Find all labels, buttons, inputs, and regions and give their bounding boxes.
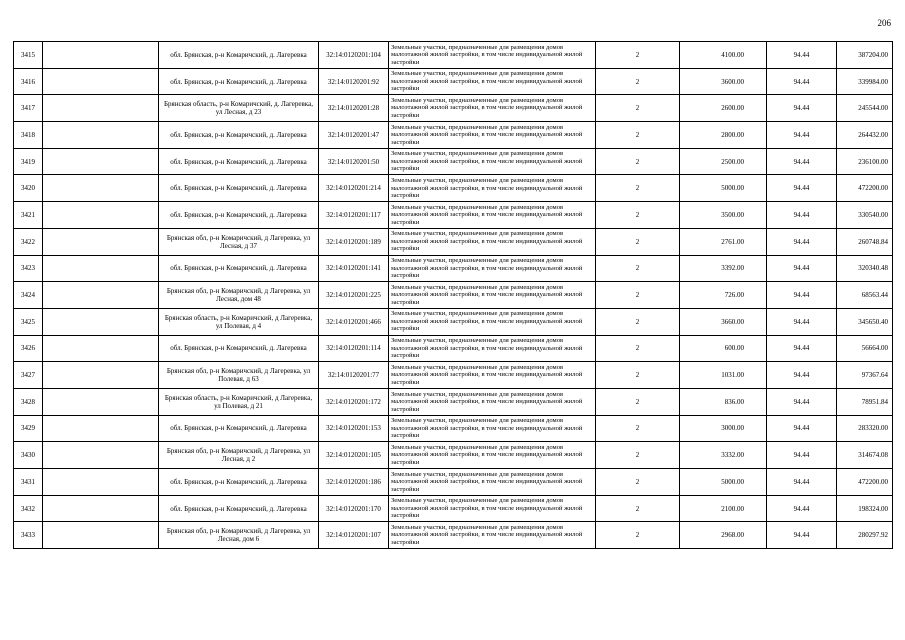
address-cell: Брянская обл, р-н Комаричский, д Лагеревка, ул Лесная, д 2	[159, 442, 319, 469]
area-cell: 836.00	[680, 388, 767, 415]
row-number-cell: 3419	[14, 148, 43, 175]
address-cell: Брянская обл, р-н Комаричский, д Лагеревка, ул Полевая, д 63	[159, 362, 319, 389]
cadastral-value-cell: 472200.00	[837, 469, 893, 496]
category-cell: 2	[596, 495, 680, 522]
cadastral-value-cell: 68563.44	[837, 282, 893, 309]
category-cell: 2	[596, 362, 680, 389]
land-use-cell: Земельные участки, предназначенные для размещения домов малоэтажной жилой застройки, в том числе индивидуальной жилой застройки	[389, 362, 596, 389]
land-use-cell: Земельные участки, предназначенные для размещения домов малоэтажной жилой застройки, в том числе индивидуальной жилой застройки	[389, 95, 596, 122]
land-use-cell: Земельные участки, предназначенные для размещения домов малоэтажной жилой застройки, в том числе индивидуальной жилой застройки	[389, 175, 596, 202]
area-cell: 2600.00	[680, 95, 767, 122]
land-use-cell: Земельные участки, предназначенные для размещения домов малоэтажной жилой застройки, в том числе индивидуальной жилой застройки	[389, 308, 596, 335]
address-cell: обл. Брянская, р-н Комаричский, д. Лагеревка	[159, 255, 319, 282]
area-cell: 3660.00	[680, 308, 767, 335]
table-row	[14, 308, 893, 335]
category-cell: 2	[596, 415, 680, 442]
category-cell: 2	[596, 335, 680, 362]
land-plots-table	[13, 41, 893, 549]
category-cell: 2	[596, 522, 680, 549]
area-cell: 726.00	[680, 282, 767, 309]
cadastral-value-cell: 198324.00	[837, 495, 893, 522]
area-cell: 600.00	[680, 335, 767, 362]
blank-cell	[43, 122, 159, 149]
table-row	[14, 175, 893, 202]
blank-cell	[43, 95, 159, 122]
area-cell: 2500.00	[680, 148, 767, 175]
table-row	[14, 362, 893, 389]
category-cell: 2	[596, 42, 680, 69]
rate-cell: 94.44	[767, 282, 837, 309]
area-cell: 3000.00	[680, 415, 767, 442]
address-cell: Брянская обл, р-н Комаричский, д Лагеревка, ул Лесная, дом 6	[159, 522, 319, 549]
table-row	[14, 415, 893, 442]
cadastral-number-cell: 32:14:0120201:153	[319, 415, 389, 442]
rate-cell: 94.44	[767, 175, 837, 202]
address-cell: обл. Брянская, р-н Комаричский, д. Лагеревка	[159, 415, 319, 442]
category-cell: 2	[596, 148, 680, 175]
area-cell: 4100.00	[680, 42, 767, 69]
area-cell: 3392.00	[680, 255, 767, 282]
rate-cell: 94.44	[767, 495, 837, 522]
table-body	[14, 42, 893, 549]
category-cell: 2	[596, 469, 680, 496]
land-use-cell: Земельные участки, предназначенные для размещения домов малоэтажной жилой застройки, в том числе индивидуальной жилой застройки	[389, 442, 596, 469]
address-cell: обл. Брянская, р-н Комаричский, д. Лагеревка	[159, 495, 319, 522]
row-number-cell: 3425	[14, 308, 43, 335]
land-use-cell: Земельные участки, предназначенные для размещения домов малоэтажной жилой застройки, в том числе индивидуальной жилой застройки	[389, 495, 596, 522]
address-cell: обл. Брянская, р-н Комаричский, д. Лагеревка	[159, 469, 319, 496]
table-row	[14, 228, 893, 255]
area-cell: 3332.00	[680, 442, 767, 469]
land-use-cell: Земельные участки, предназначенные для размещения домов малоэтажной жилой застройки, в том числе индивидуальной жилой застройки	[389, 42, 596, 69]
category-cell: 2	[596, 442, 680, 469]
blank-cell	[43, 522, 159, 549]
rate-cell: 94.44	[767, 442, 837, 469]
table-row	[14, 469, 893, 496]
row-number-cell: 3415	[14, 42, 43, 69]
table-row	[14, 42, 893, 69]
cadastral-value-cell: 245544.00	[837, 95, 893, 122]
cadastral-value-cell: 260748.84	[837, 228, 893, 255]
table-row	[14, 122, 893, 149]
rate-cell: 94.44	[767, 42, 837, 69]
rate-cell: 94.44	[767, 308, 837, 335]
cadastral-number-cell: 32:14:0120201:104	[319, 42, 389, 69]
cadastral-number-cell: 32:14:0120201:114	[319, 335, 389, 362]
blank-cell	[43, 335, 159, 362]
cadastral-number-cell: 32:14:0120201:186	[319, 469, 389, 496]
cadastral-value-cell: 236100.00	[837, 148, 893, 175]
cadastral-value-cell: 56664.00	[837, 335, 893, 362]
rate-cell: 94.44	[767, 335, 837, 362]
table-row	[14, 95, 893, 122]
cadastral-value-cell: 330540.00	[837, 202, 893, 229]
blank-cell	[43, 68, 159, 95]
cadastral-value-cell: 97367.64	[837, 362, 893, 389]
cadastral-number-cell: 32:14:0120201:47	[319, 122, 389, 149]
area-cell: 2100.00	[680, 495, 767, 522]
rate-cell: 94.44	[767, 362, 837, 389]
address-cell: Брянская область, р-н Комаричский, д. Лагеревка, ул Лесная, д 23	[159, 95, 319, 122]
address-cell: Брянская область, р-н Комаричский, д Лагеревка, ул Полевая, д 21	[159, 388, 319, 415]
cadastral-number-cell: 32:14:0120201:466	[319, 308, 389, 335]
blank-cell	[43, 202, 159, 229]
row-number-cell: 3427	[14, 362, 43, 389]
cadastral-value-cell: 387204.00	[837, 42, 893, 69]
rate-cell: 94.44	[767, 202, 837, 229]
cadastral-value-cell: 472200.00	[837, 175, 893, 202]
address-cell: обл. Брянская, р-н Комаричский, д. Лагеревка	[159, 42, 319, 69]
cadastral-value-cell: 264432.00	[837, 122, 893, 149]
address-cell: Брянская обл, р-н Комаричский, д Лагеревка, ул Лесная, д 37	[159, 228, 319, 255]
address-cell: обл. Брянская, р-н Комаричский, д. Лагеревка	[159, 175, 319, 202]
area-cell: 1031.00	[680, 362, 767, 389]
rate-cell: 94.44	[767, 255, 837, 282]
table-row	[14, 148, 893, 175]
row-number-cell: 3428	[14, 388, 43, 415]
land-use-cell: Земельные участки, предназначенные для размещения домов малоэтажной жилой застройки, в том числе индивидуальной жилой застройки	[389, 388, 596, 415]
rate-cell: 94.44	[767, 228, 837, 255]
address-cell: обл. Брянская, р-н Комаричский, д. Лагеревка	[159, 335, 319, 362]
rate-cell: 94.44	[767, 388, 837, 415]
land-use-cell: Земельные участки, предназначенные для размещения домов малоэтажной жилой застройки, в том числе индивидуальной жилой застройки	[389, 68, 596, 95]
area-cell: 3600.00	[680, 68, 767, 95]
address-cell: обл. Брянская, р-н Комаричский, д. Лагеревка	[159, 202, 319, 229]
cadastral-number-cell: 32:14:0120201:105	[319, 442, 389, 469]
cadastral-number-cell: 32:14:0120201:77	[319, 362, 389, 389]
area-cell: 2968.00	[680, 522, 767, 549]
land-use-cell: Земельные участки, предназначенные для размещения домов малоэтажной жилой застройки, в том числе индивидуальной жилой застройки	[389, 469, 596, 496]
area-cell: 5000.00	[680, 469, 767, 496]
address-cell: Брянская обл, р-н Комаричский, д Лагеревка, ул Лесная, дом 48	[159, 282, 319, 309]
cadastral-number-cell: 32:14:0120201:189	[319, 228, 389, 255]
row-number-cell: 3422	[14, 228, 43, 255]
rate-cell: 94.44	[767, 148, 837, 175]
area-cell: 3500.00	[680, 202, 767, 229]
land-use-cell: Земельные участки, предназначенные для размещения домов малоэтажной жилой застройки, в том числе индивидуальной жилой застройки	[389, 148, 596, 175]
cadastral-number-cell: 32:14:0120201:107	[319, 522, 389, 549]
category-cell: 2	[596, 95, 680, 122]
cadastral-value-cell: 283320.00	[837, 415, 893, 442]
cadastral-number-cell: 32:14:0120201:225	[319, 282, 389, 309]
row-number-cell: 3416	[14, 68, 43, 95]
address-cell: Брянская область, р-н Комаричский, д Лагеревка, ул Полевая, д 4	[159, 308, 319, 335]
address-cell: обл. Брянская, р-н Комаричский, д. Лагеревка	[159, 122, 319, 149]
blank-cell	[43, 495, 159, 522]
page-number: 206	[877, 18, 891, 28]
row-number-cell: 3432	[14, 495, 43, 522]
cadastral-value-cell: 280297.92	[837, 522, 893, 549]
rate-cell: 94.44	[767, 522, 837, 549]
row-number-cell: 3418	[14, 122, 43, 149]
row-number-cell: 3429	[14, 415, 43, 442]
rate-cell: 94.44	[767, 68, 837, 95]
category-cell: 2	[596, 228, 680, 255]
table-row	[14, 68, 893, 95]
row-number-cell: 3420	[14, 175, 43, 202]
cadastral-number-cell: 32:14:0120201:172	[319, 388, 389, 415]
rate-cell: 94.44	[767, 469, 837, 496]
table-row	[14, 202, 893, 229]
cadastral-value-cell: 345650.40	[837, 308, 893, 335]
category-cell: 2	[596, 282, 680, 309]
land-use-cell: Земельные участки, предназначенные для размещения домов малоэтажной жилой застройки, в том числе индивидуальной жилой застройки	[389, 415, 596, 442]
row-number-cell: 3424	[14, 282, 43, 309]
row-number-cell: 3421	[14, 202, 43, 229]
cadastral-number-cell: 32:14:0120201:117	[319, 202, 389, 229]
blank-cell	[43, 362, 159, 389]
area-cell: 2761.00	[680, 228, 767, 255]
table-row	[14, 495, 893, 522]
row-number-cell: 3417	[14, 95, 43, 122]
category-cell: 2	[596, 308, 680, 335]
row-number-cell: 3431	[14, 469, 43, 496]
cadastral-value-cell: 339984.00	[837, 68, 893, 95]
land-use-cell: Земельные участки, предназначенные для размещения домов малоэтажной жилой застройки, в том числе индивидуальной жилой застройки	[389, 282, 596, 309]
row-number-cell: 3426	[14, 335, 43, 362]
land-use-cell: Земельные участки, предназначенные для размещения домов малоэтажной жилой застройки, в том числе индивидуальной жилой застройки	[389, 522, 596, 549]
rate-cell: 94.44	[767, 415, 837, 442]
category-cell: 2	[596, 122, 680, 149]
cadastral-number-cell: 32:14:0120201:170	[319, 495, 389, 522]
blank-cell	[43, 469, 159, 496]
blank-cell	[43, 388, 159, 415]
table-row	[14, 442, 893, 469]
blank-cell	[43, 442, 159, 469]
category-cell: 2	[596, 175, 680, 202]
blank-cell	[43, 308, 159, 335]
row-number-cell: 3433	[14, 522, 43, 549]
table-row	[14, 388, 893, 415]
table-row	[14, 255, 893, 282]
cadastral-number-cell: 32:14:0120201:141	[319, 255, 389, 282]
land-use-cell: Земельные участки, предназначенные для размещения домов малоэтажной жилой застройки, в том числе индивидуальной жилой застройки	[389, 335, 596, 362]
blank-cell	[43, 175, 159, 202]
area-cell: 2800.00	[680, 122, 767, 149]
rate-cell: 94.44	[767, 122, 837, 149]
category-cell: 2	[596, 388, 680, 415]
row-number-cell: 3430	[14, 442, 43, 469]
cadastral-number-cell: 32:14:0120201:214	[319, 175, 389, 202]
cadastral-number-cell: 32:14:0120201:92	[319, 68, 389, 95]
blank-cell	[43, 282, 159, 309]
blank-cell	[43, 228, 159, 255]
land-use-cell: Земельные участки, предназначенные для размещения домов малоэтажной жилой застройки, в том числе индивидуальной жилой застройки	[389, 202, 596, 229]
blank-cell	[43, 255, 159, 282]
land-use-cell: Земельные участки, предназначенные для размещения домов малоэтажной жилой застройки, в том числе индивидуальной жилой застройки	[389, 122, 596, 149]
blank-cell	[43, 42, 159, 69]
land-use-cell: Земельные участки, предназначенные для размещения домов малоэтажной жилой застройки, в том числе индивидуальной жилой застройки	[389, 255, 596, 282]
table-row	[14, 335, 893, 362]
cadastral-value-cell: 320340.48	[837, 255, 893, 282]
address-cell: обл. Брянская, р-н Комаричский, д. Лагеревка	[159, 68, 319, 95]
table-row	[14, 282, 893, 309]
category-cell: 2	[596, 202, 680, 229]
cadastral-value-cell: 314674.08	[837, 442, 893, 469]
blank-cell	[43, 415, 159, 442]
cadastral-number-cell: 32:14:0120201:50	[319, 148, 389, 175]
rate-cell: 94.44	[767, 95, 837, 122]
address-cell: обл. Брянская, р-н Комаричский, д. Лагеревка	[159, 148, 319, 175]
cadastral-value-cell: 78951.84	[837, 388, 893, 415]
table-row	[14, 522, 893, 549]
area-cell: 5000.00	[680, 175, 767, 202]
row-number-cell: 3423	[14, 255, 43, 282]
cadastral-number-cell: 32:14:0120201:28	[319, 95, 389, 122]
land-use-cell: Земельные участки, предназначенные для размещения домов малоэтажной жилой застройки, в том числе индивидуальной жилой застройки	[389, 228, 596, 255]
blank-cell	[43, 148, 159, 175]
category-cell: 2	[596, 255, 680, 282]
category-cell: 2	[596, 68, 680, 95]
